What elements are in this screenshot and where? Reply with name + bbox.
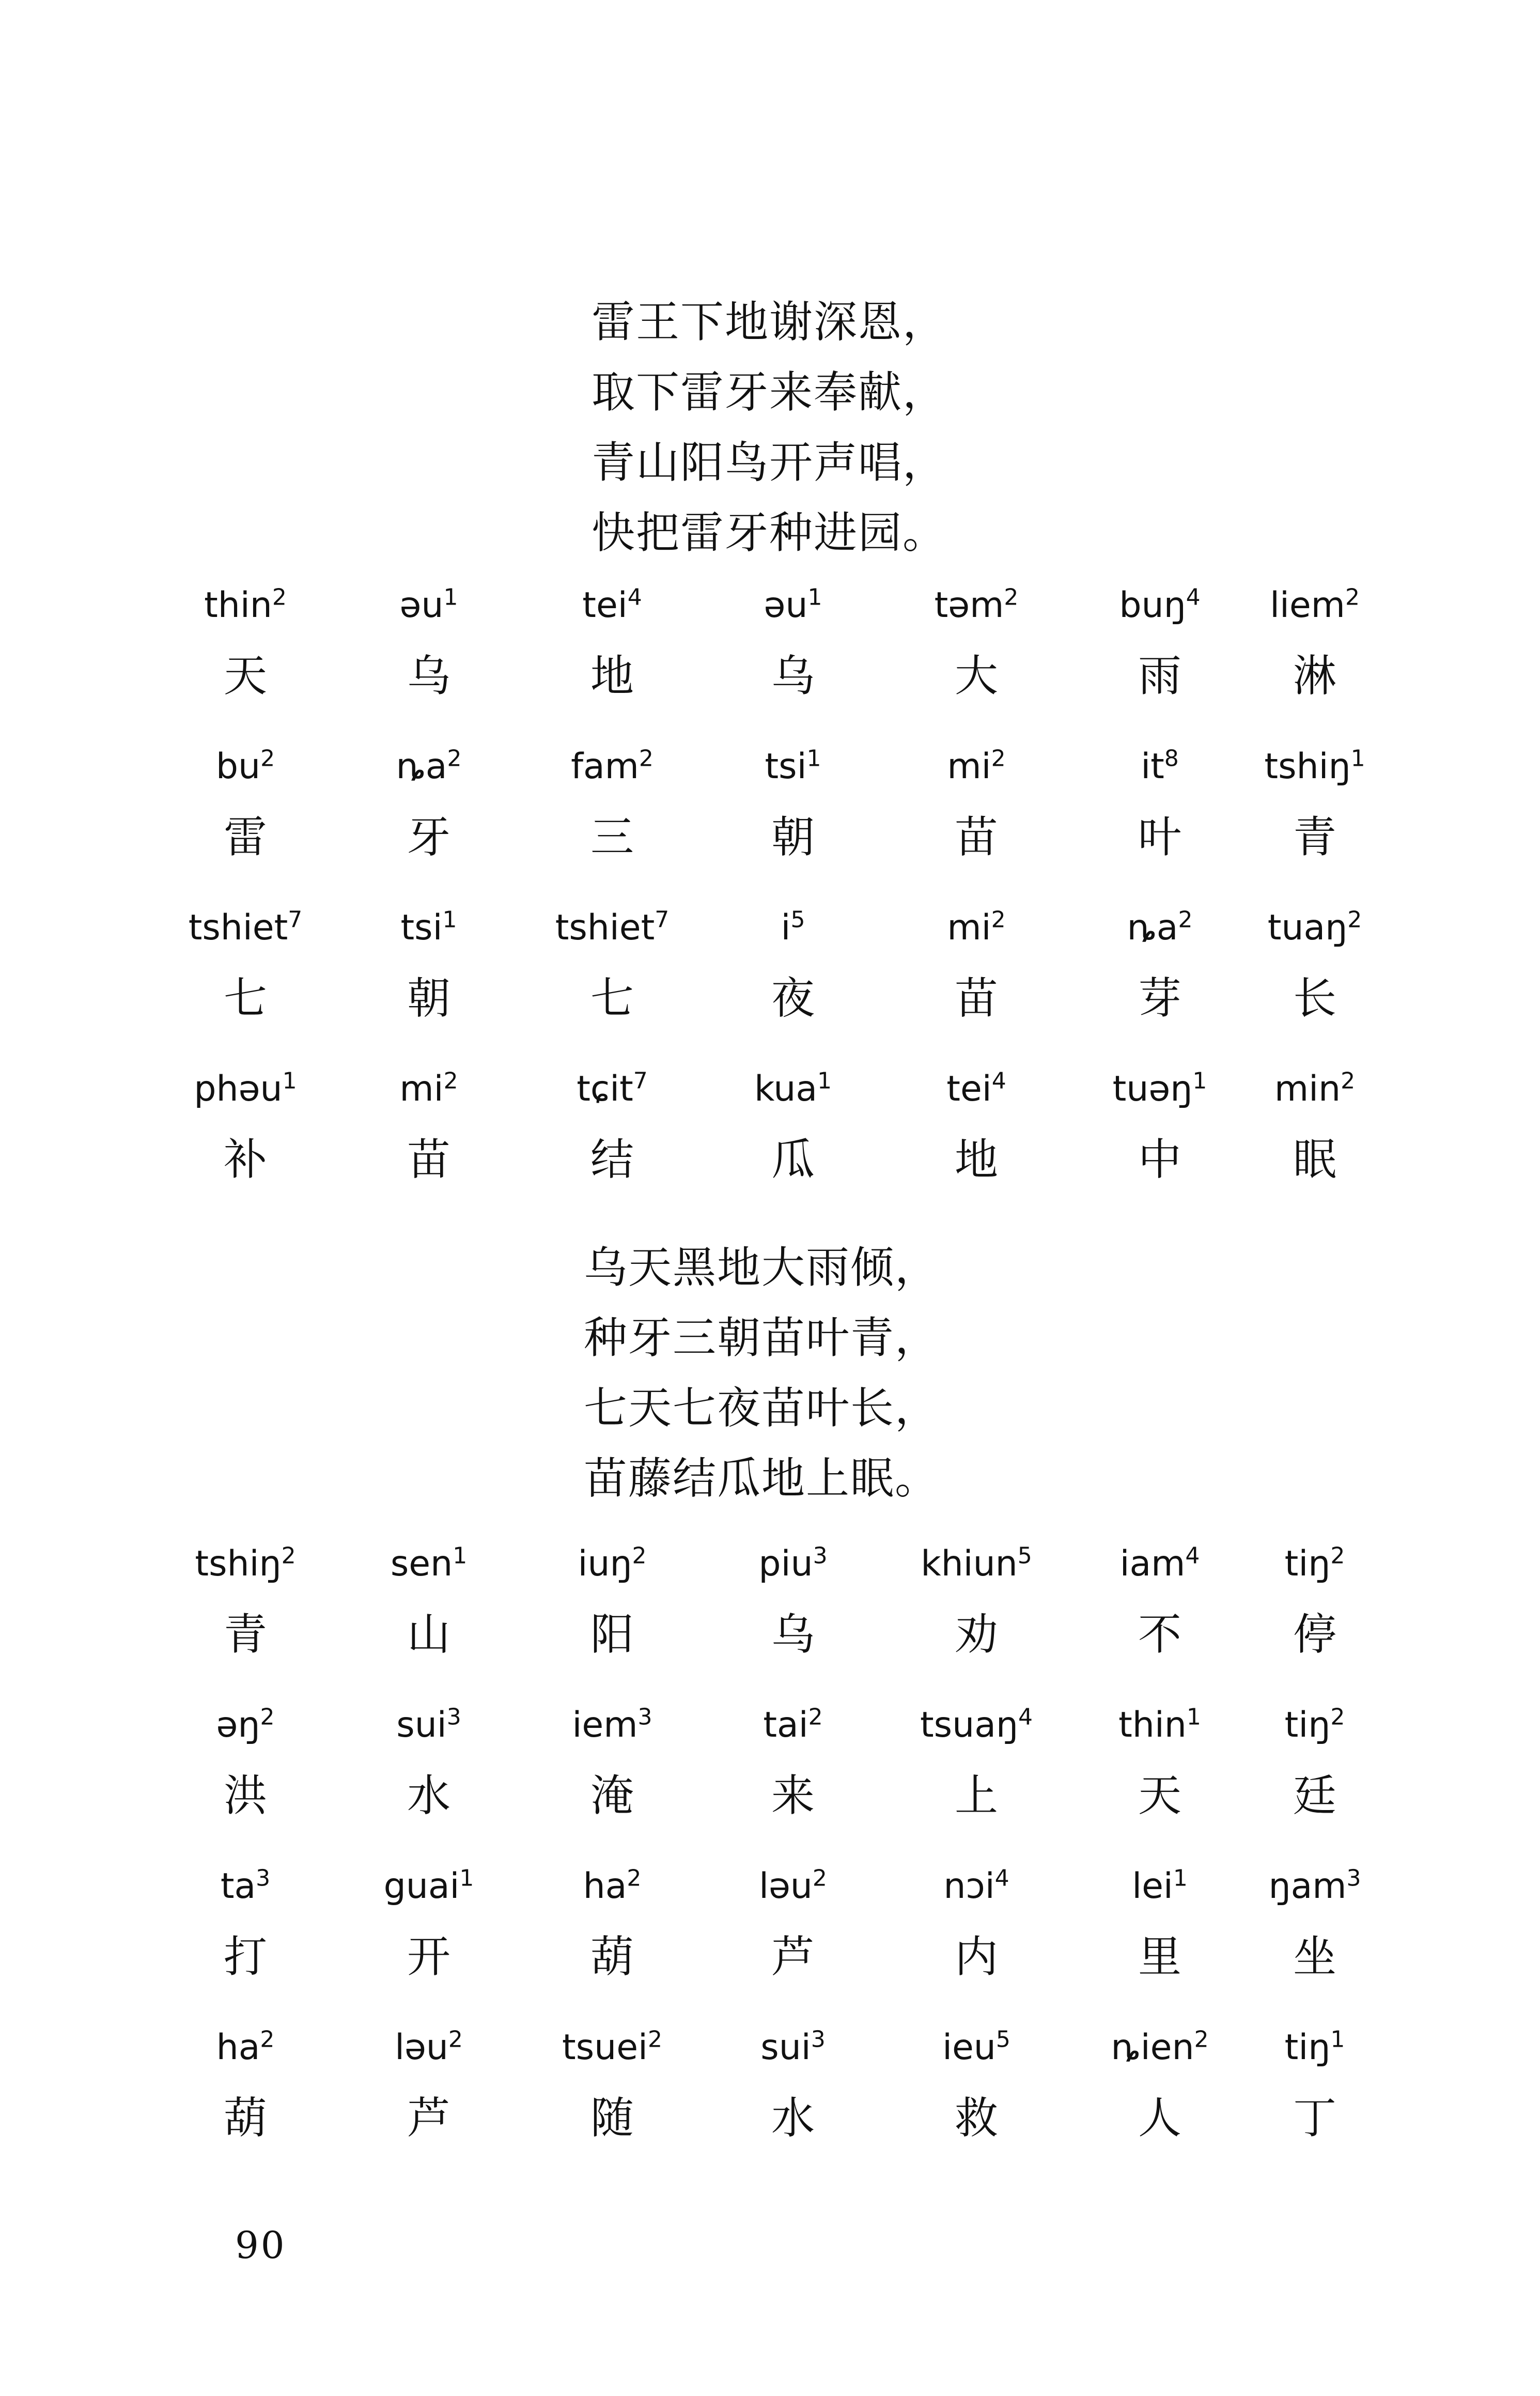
tone-number: 8: [1164, 745, 1179, 772]
chinese-character: 朝: [407, 973, 450, 1024]
gloss-row: [0, 1068, 1540, 1223]
gloss-cell: [344, 1068, 514, 1223]
tone-number: 1: [807, 584, 822, 611]
gloss-cell: [160, 745, 331, 900]
gloss-cell: [891, 745, 1062, 900]
tone-number: 2: [812, 1865, 827, 1892]
verse-line: 雷王下地谢深恩，: [592, 297, 947, 347]
tone-number: 2: [443, 1068, 458, 1094]
tone-number: 1: [1350, 745, 1365, 772]
tone-number: 2: [1341, 1068, 1356, 1094]
tone-number: 3: [811, 2026, 826, 2053]
tone-number: 2: [447, 745, 462, 772]
gloss-cell: [891, 2026, 1062, 2181]
romanization-syllable: iem: [572, 1705, 638, 1745]
romanization-syllable: lei: [1132, 1866, 1173, 1907]
chinese-character: 阳: [590, 1609, 634, 1660]
romanization-syllable: ləu: [395, 2027, 448, 2068]
verse-stanza-1: [592, 287, 947, 568]
gloss-row: [0, 1865, 1540, 2020]
gloss-cell: [160, 1865, 331, 2020]
gloss-cell: [527, 745, 697, 900]
romanization-syllable: ȵien: [1111, 2027, 1194, 2068]
gloss-cell: [160, 2026, 331, 2181]
gloss-cell: [891, 584, 1062, 739]
tone-number: 4: [994, 1865, 1009, 1892]
gloss-cell: [708, 1704, 878, 1859]
gloss-cell: [891, 1068, 1062, 1223]
romanization-syllable: liem: [1270, 585, 1345, 626]
gloss-cell: [891, 1542, 1062, 1697]
tone-number: 5: [995, 2026, 1010, 2053]
romanization-syllable: tshiet: [188, 907, 288, 948]
chinese-character: 廷: [1293, 1770, 1336, 1821]
romanization-syllable: ha: [216, 2027, 260, 2068]
gloss-cell: [1075, 1068, 1245, 1223]
chinese-character: 雷: [223, 812, 267, 862]
romanization-syllable: mi: [947, 907, 991, 948]
gloss-cell: [891, 1704, 1062, 1859]
gloss-row: [0, 1704, 1540, 1859]
tone-number: 2: [639, 745, 654, 772]
gloss-row: [0, 745, 1540, 900]
chinese-character: 眠: [1293, 1134, 1336, 1185]
romanization: [344, 584, 514, 627]
tone-number: 1: [459, 1865, 474, 1892]
chinese-character: 七: [590, 973, 634, 1024]
romanization-syllable: ləu: [759, 1866, 813, 1907]
romanization: [344, 745, 514, 789]
romanization-syllable: khiun: [921, 1543, 1018, 1584]
tone-number: 4: [991, 1068, 1006, 1094]
tone-number: 2: [1345, 584, 1360, 611]
gloss-cell: [1230, 584, 1400, 739]
tone-number: 2: [1347, 906, 1362, 933]
chinese-character: 内: [954, 1931, 998, 1982]
tone-number: 2: [1178, 906, 1193, 933]
gloss-cell: [1075, 1542, 1245, 1697]
verse-line: 青山阳鸟开声唱，: [592, 437, 947, 488]
chinese-character: 水: [771, 2093, 815, 2143]
chinese-character: 水: [407, 1770, 450, 1821]
tone-number: 2: [647, 2026, 662, 2053]
tone-number: 4: [1186, 584, 1201, 611]
gloss-row: [0, 906, 1540, 1061]
romanization: [708, 1542, 878, 1586]
tone-number: 3: [813, 1542, 828, 1569]
gloss-cell: [527, 2026, 697, 2181]
gloss-cell: [708, 745, 878, 900]
gloss-cell: [708, 1068, 878, 1223]
romanization: [160, 584, 331, 627]
chinese-character: 坐: [1293, 1931, 1336, 1982]
romanization-syllable: ieu: [942, 2027, 996, 2068]
romanization: [527, 1542, 697, 1586]
gloss-cell: [527, 1704, 697, 1859]
gloss-cell: [160, 1068, 331, 1223]
romanization: [708, 1704, 878, 1747]
romanization-syllable: tsuei: [562, 2027, 648, 2068]
tone-number: 7: [633, 1068, 648, 1094]
romanization-syllable: tshiet: [555, 907, 655, 948]
romanization: [344, 1704, 514, 1747]
romanization: [708, 745, 878, 789]
chinese-character: 苗: [407, 1134, 450, 1185]
gloss-cell: [1075, 2026, 1245, 2181]
romanization-syllable: thin: [204, 585, 272, 626]
gloss-cell: [708, 1542, 878, 1697]
gloss-cell: [1230, 906, 1400, 1061]
gloss-cell: [708, 2026, 878, 2181]
gloss-cell: [1075, 745, 1245, 900]
chinese-character: 山: [407, 1609, 450, 1660]
verse-line: 取下雷牙来奉献，: [592, 367, 947, 418]
chinese-character: 中: [1138, 1134, 1181, 1185]
tone-number: 2: [260, 745, 275, 772]
tone-number: 2: [991, 906, 1006, 933]
verse-line: 苗藤结瓜地上眠。: [584, 1453, 940, 1504]
romanization: [1230, 2026, 1400, 2069]
gloss-row: [0, 1542, 1540, 1697]
tone-number: 2: [632, 1542, 647, 1569]
chinese-character: 朝: [771, 812, 815, 862]
romanization: [1075, 2026, 1245, 2069]
romanization: [344, 1542, 514, 1586]
verse-stanza-2: [584, 1232, 939, 1513]
chinese-character: 人: [1138, 2093, 1181, 2143]
gloss-cell: [344, 1542, 514, 1697]
romanization: [527, 1068, 697, 1111]
tone-number: 2: [1330, 1542, 1345, 1569]
chinese-character: 长: [1293, 973, 1336, 1024]
chinese-character: 地: [590, 651, 634, 701]
romanization-syllable: ȵa: [396, 746, 447, 787]
gloss-cell: [1230, 1865, 1400, 2020]
chinese-character: 里: [1138, 1931, 1181, 1982]
tone-number: 2: [627, 1865, 642, 1892]
romanization: [160, 1542, 331, 1586]
gloss-cell: [1230, 1542, 1400, 1697]
gloss-cell: [527, 1542, 697, 1697]
chinese-character: 三: [590, 812, 634, 862]
gloss-cell: [344, 745, 514, 900]
romanization-syllable: tei: [946, 1069, 992, 1109]
romanization: [344, 2026, 514, 2069]
romanization-syllable: sui: [760, 2027, 811, 2068]
verse-line: 乌天黑地大雨倾，: [584, 1242, 940, 1293]
gloss-cell: [160, 1704, 331, 1859]
romanization-syllable: ŋam: [1268, 1866, 1347, 1907]
chinese-character: 上: [954, 1770, 998, 1821]
chinese-character: 葫: [223, 2093, 267, 2143]
romanization-syllable: tɕit: [577, 1069, 633, 1109]
romanization: [1230, 1068, 1400, 1111]
romanization: [891, 1704, 1062, 1747]
chinese-character: 乌: [407, 651, 450, 701]
romanization: [891, 1068, 1062, 1111]
gloss-cell: [1230, 1068, 1400, 1223]
romanization-syllable: tshiŋ: [1264, 746, 1351, 787]
gloss-cell: [708, 1865, 878, 2020]
romanization-syllable: tai: [763, 1705, 808, 1745]
gloss-cell: [344, 2026, 514, 2181]
tone-number: 1: [1192, 1068, 1207, 1094]
gloss-cell: [527, 1068, 697, 1223]
romanization-syllable: thin: [1118, 1705, 1187, 1745]
romanization-syllable: piu: [758, 1543, 813, 1584]
romanization-syllable: tiŋ: [1284, 2027, 1331, 2068]
tone-number: 7: [288, 906, 303, 933]
romanization-syllable: bu: [215, 746, 261, 787]
gloss-cell: [344, 584, 514, 739]
romanization: [1075, 745, 1245, 789]
chinese-character: 劝: [954, 1609, 998, 1660]
romanization-syllable: tsi: [765, 746, 807, 787]
gloss-cell: [1075, 1704, 1245, 1859]
romanization: [527, 1704, 697, 1747]
chinese-character: 淹: [590, 1770, 634, 1821]
romanization-syllable: tsuaŋ: [920, 1705, 1018, 1745]
tone-number: 1: [443, 584, 458, 611]
romanization-syllable: tiŋ: [1284, 1705, 1331, 1745]
tone-number: 4: [627, 584, 642, 611]
gloss-row: [0, 2026, 1540, 2181]
romanization-syllable: iam: [1119, 1543, 1186, 1584]
chinese-character: 救: [954, 2093, 998, 2143]
romanization-syllable: tsi: [400, 907, 443, 948]
romanization-syllable: tuəŋ: [1112, 1069, 1193, 1109]
chinese-character: 洪: [223, 1770, 267, 1821]
chinese-character: 芦: [771, 1931, 815, 1982]
romanization-syllable: i: [781, 907, 791, 948]
chinese-character: 天: [223, 651, 267, 701]
chinese-character: 青: [223, 1609, 267, 1660]
gloss-cell: [708, 906, 878, 1061]
chinese-character: 随: [590, 2093, 634, 2143]
chinese-character: 结: [590, 1134, 634, 1185]
romanization-syllable: tiŋ: [1284, 1543, 1331, 1584]
gloss-cell: [527, 1865, 697, 2020]
chinese-character: 打: [223, 1931, 267, 1982]
gloss-cell: [344, 1704, 514, 1859]
romanization: [1075, 1865, 1245, 1908]
tone-number: 1: [817, 1068, 832, 1094]
tone-number: 1: [453, 1542, 468, 1569]
romanization-syllable: təm: [934, 585, 1004, 626]
chinese-character: 淋: [1293, 651, 1336, 701]
gloss-cell: [891, 906, 1062, 1061]
romanization: [708, 584, 878, 627]
tone-number: 2: [260, 1704, 275, 1730]
romanization: [527, 1865, 697, 1908]
tone-number: 3: [446, 1704, 461, 1730]
romanization-syllable: tuaŋ: [1267, 907, 1348, 948]
gloss-cell: [1230, 745, 1400, 900]
romanization-syllable: tei: [582, 585, 628, 626]
gloss-row: [0, 584, 1540, 739]
romanization: [527, 745, 697, 789]
romanization: [1230, 584, 1400, 627]
romanization: [344, 1865, 514, 1908]
tone-number: 2: [260, 2026, 275, 2053]
romanization-syllable: ha: [583, 1866, 627, 1907]
romanization: [527, 2026, 697, 2069]
tone-number: 5: [790, 906, 805, 933]
tone-number: 2: [991, 745, 1006, 772]
romanization: [1230, 745, 1400, 789]
romanization-syllable: ȵa: [1127, 907, 1178, 948]
chinese-character: 苗: [954, 812, 998, 862]
chinese-character: 不: [1138, 1609, 1181, 1660]
gloss-cell: [160, 906, 331, 1061]
romanization-syllable: buŋ: [1119, 585, 1186, 626]
chinese-character: 大: [954, 651, 998, 701]
tone-number: 1: [1330, 2026, 1345, 2053]
romanization: [891, 906, 1062, 950]
romanization: [708, 906, 878, 950]
romanization: [891, 584, 1062, 627]
romanization: [708, 2026, 878, 2069]
gloss-cell: [527, 906, 697, 1061]
chinese-character: 天: [1138, 1770, 1181, 1821]
romanization-syllable: iuŋ: [578, 1543, 632, 1584]
romanization: [527, 584, 697, 627]
romanization: [344, 1068, 514, 1111]
romanization-syllable: əu: [399, 585, 444, 626]
romanization: [160, 1865, 331, 1908]
romanization: [708, 1068, 878, 1111]
romanization: [160, 1068, 331, 1111]
romanization: [891, 1542, 1062, 1586]
chinese-character: 青: [1293, 812, 1336, 862]
romanization-syllable: tshiŋ: [195, 1543, 282, 1584]
gloss-cell: [1075, 906, 1245, 1061]
tone-number: 1: [1173, 1865, 1188, 1892]
gloss-cell: [1230, 2026, 1400, 2181]
chinese-character: 芽: [1138, 973, 1181, 1024]
romanization: [160, 1704, 331, 1747]
romanization: [527, 906, 697, 950]
chinese-character: 夜: [771, 973, 815, 1024]
romanization: [344, 906, 514, 950]
romanization-syllable: əŋ: [216, 1705, 260, 1745]
verse-line: 种牙三朝苗叶青，: [584, 1312, 940, 1363]
chinese-character: 丁: [1293, 2093, 1336, 2143]
verse-line: 快把雷牙种进园。: [592, 507, 947, 558]
chinese-character: 地: [954, 1134, 998, 1185]
page-number: 90: [235, 2223, 287, 2267]
tone-number: 4: [1185, 1542, 1200, 1569]
romanization-syllable: kua: [754, 1069, 818, 1109]
tone-number: 2: [448, 2026, 463, 2053]
tone-number: 2: [1330, 1704, 1345, 1730]
romanization-syllable: guai: [383, 1866, 460, 1907]
romanization: [891, 2026, 1062, 2069]
romanization-syllable: nɔi: [943, 1866, 995, 1907]
tone-number: 2: [808, 1704, 823, 1730]
tone-number: 1: [442, 906, 457, 933]
chinese-character: 叶: [1138, 812, 1181, 862]
romanization: [1075, 584, 1245, 627]
verse-line: 七天七夜苗叶长，: [584, 1383, 940, 1433]
romanization-syllable: sen: [390, 1543, 453, 1584]
romanization: [708, 1865, 878, 1908]
gloss-cell: [708, 584, 878, 739]
gloss-cell: [1230, 1704, 1400, 1859]
gloss-cell: [527, 584, 697, 739]
gloss-cell: [1075, 1865, 1245, 2020]
tone-number: 2: [1004, 584, 1019, 611]
romanization-syllable: mi: [947, 746, 991, 787]
tone-number: 2: [281, 1542, 296, 1569]
romanization-syllable: əu: [764, 585, 808, 626]
gloss-cell: [1075, 584, 1245, 739]
chinese-character: 芦: [407, 2093, 450, 2143]
gloss-cell: [160, 584, 331, 739]
tone-number: 3: [1346, 1865, 1361, 1892]
gloss-cell: [891, 1865, 1062, 2020]
tone-number: 1: [282, 1068, 297, 1094]
chinese-character: 牙: [407, 812, 450, 862]
tone-number: 2: [1194, 2026, 1209, 2053]
romanization: [1075, 1704, 1245, 1747]
romanization-syllable: it: [1141, 746, 1164, 787]
romanization: [1230, 1704, 1400, 1747]
romanization: [891, 1865, 1062, 1908]
romanization: [160, 745, 331, 789]
chinese-character: 乌: [771, 1609, 815, 1660]
romanization: [1230, 906, 1400, 950]
romanization: [160, 2026, 331, 2069]
romanization: [1230, 1865, 1400, 1908]
tone-number: 5: [1017, 1542, 1032, 1569]
tone-number: 1: [1186, 1704, 1201, 1730]
chinese-character: 停: [1293, 1609, 1336, 1660]
romanization-syllable: phəu: [194, 1069, 283, 1109]
chinese-character: 开: [407, 1931, 450, 1982]
chinese-character: 苗: [954, 973, 998, 1024]
tone-number: 3: [637, 1704, 652, 1730]
romanization-syllable: sui: [396, 1705, 447, 1745]
romanization-syllable: fam: [571, 746, 639, 787]
gloss-cell: [160, 1542, 331, 1697]
romanization: [1075, 1542, 1245, 1586]
romanization: [1075, 906, 1245, 950]
tone-number: 7: [655, 906, 670, 933]
gloss-cell: [344, 1865, 514, 2020]
tone-number: 4: [1018, 1704, 1033, 1730]
tone-number: 2: [272, 584, 287, 611]
romanization: [160, 906, 331, 950]
romanization-syllable: ta: [220, 1866, 256, 1907]
chinese-character: 雨: [1138, 651, 1181, 701]
romanization: [1075, 1068, 1245, 1111]
chinese-character: 葫: [590, 1931, 634, 1982]
chinese-character: 补: [223, 1134, 267, 1185]
romanization-syllable: mi: [399, 1069, 444, 1109]
chinese-character: 瓜: [771, 1134, 815, 1185]
romanization-syllable: min: [1274, 1069, 1341, 1109]
chinese-character: 乌: [771, 651, 815, 701]
romanization: [1230, 1542, 1400, 1586]
gloss-cell: [344, 906, 514, 1061]
romanization: [891, 745, 1062, 789]
chinese-character: 七: [223, 973, 267, 1024]
tone-number: 1: [806, 745, 821, 772]
tone-number: 3: [256, 1865, 271, 1892]
chinese-character: 来: [771, 1770, 815, 1821]
